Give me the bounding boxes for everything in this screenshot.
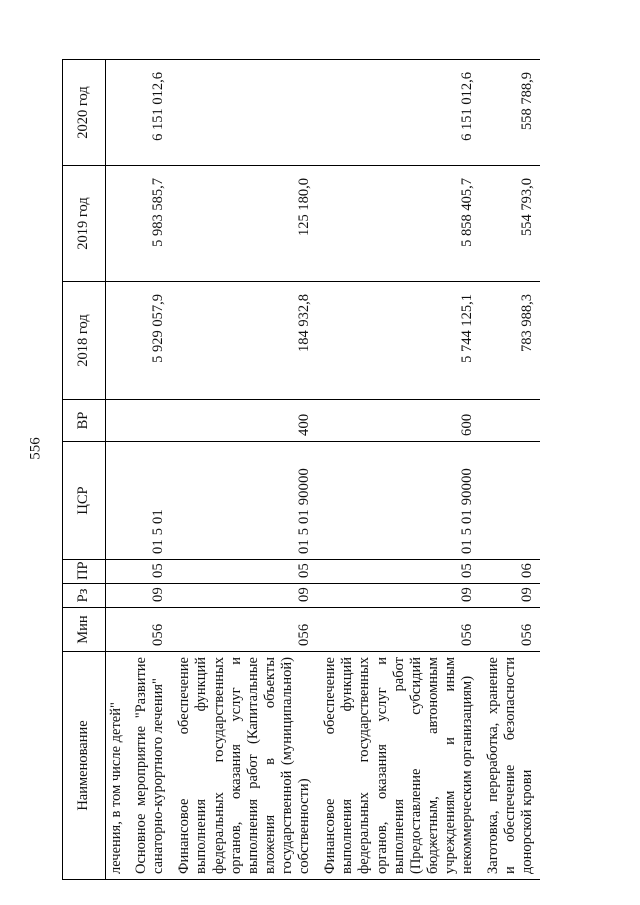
row-2020 — [170, 60, 316, 166]
row-name: Заготовка, переработка, хранение и обеспечение безопасности донорской крови — [479, 652, 539, 880]
row-min: 056 — [479, 608, 539, 652]
header-min: Мин — [63, 608, 106, 652]
row-2019 — [106, 166, 128, 282]
row-2018 — [106, 282, 128, 400]
row-2019: 5 858 405,7 — [316, 166, 479, 282]
row-2018: 5 929 057,9 — [127, 282, 170, 400]
row-vr — [479, 400, 539, 442]
row-csr — [106, 442, 128, 560]
row-vr: 400 — [170, 400, 316, 442]
row-vr: 600 — [316, 400, 479, 442]
row-2020: 6 151 012,6 — [127, 60, 170, 166]
row-name: Финансовое обеспечение выполнения функций федеральных государственных органов, оказания услуг и выполнения работ (Предоставление субсидий бюджетным, автономным учреждениям и иным некоммерческим организациям) — [316, 652, 479, 880]
table-header-row — [63, 60, 106, 880]
header-csr: ЦСР — [63, 442, 106, 560]
rotated-page — [62, 60, 582, 880]
row-2020: 558 788,9 — [479, 60, 539, 166]
header-2020: 2020 год — [63, 60, 106, 166]
row-2018: 5 744 125,1 — [316, 282, 479, 400]
row-pr — [106, 560, 128, 584]
table-row — [127, 60, 170, 880]
row-rz — [106, 584, 128, 608]
row-2020 — [106, 60, 128, 166]
row-csr: 01 5 01 — [127, 442, 170, 560]
row-pr: 06 — [479, 560, 539, 584]
row-csr: 01 5 01 90000 — [170, 442, 316, 560]
row-min: 056 — [127, 608, 170, 652]
row-2018: 783 988,3 — [479, 282, 539, 400]
table-row — [106, 60, 128, 880]
row-name: лечения, в том числе детей" — [106, 652, 128, 880]
row-csr: 01 5 01 90000 — [316, 442, 479, 560]
row-rz: 09 — [479, 584, 539, 608]
row-rz: 09 — [170, 584, 316, 608]
row-pr: 05 — [316, 560, 479, 584]
row-2019: 125 180,0 — [170, 166, 316, 282]
header-rz: Рз — [63, 584, 106, 608]
row-csr — [479, 442, 539, 560]
row-min: 056 — [170, 608, 316, 652]
header-pr: ПР — [63, 560, 106, 584]
table-row — [170, 60, 316, 880]
row-2020: 6 151 012,6 — [316, 60, 479, 166]
row-pr: 05 — [170, 560, 316, 584]
header-2018: 2018 год — [63, 282, 106, 400]
header-vr: ВР — [63, 400, 106, 442]
row-2018: 184 932,8 — [170, 282, 316, 400]
row-min: 056 — [316, 608, 479, 652]
budget-table — [62, 59, 540, 880]
header-2019: 2019 год — [63, 166, 106, 282]
row-vr — [106, 400, 128, 442]
table-row — [316, 60, 479, 880]
row-name: Основное мероприятие "Развитие санаторно-курортного лечения" — [127, 652, 170, 880]
row-name: Финансовое обеспечение выполнения функций федеральных государственных органов, оказания услуг и выполнения работ (Капитальные вложения в объекты государственной (муниципальной) собственности) — [170, 652, 316, 880]
row-2019: 554 793,0 — [479, 166, 539, 282]
row-rz: 09 — [316, 584, 479, 608]
row-rz: 09 — [127, 584, 170, 608]
table-row — [479, 60, 539, 880]
row-pr: 05 — [127, 560, 170, 584]
row-min — [106, 608, 128, 652]
row-vr — [127, 400, 170, 442]
header-name: Наименование — [63, 652, 106, 880]
page-number: 556 — [27, 437, 44, 460]
row-2019: 5 983 585,7 — [127, 166, 170, 282]
